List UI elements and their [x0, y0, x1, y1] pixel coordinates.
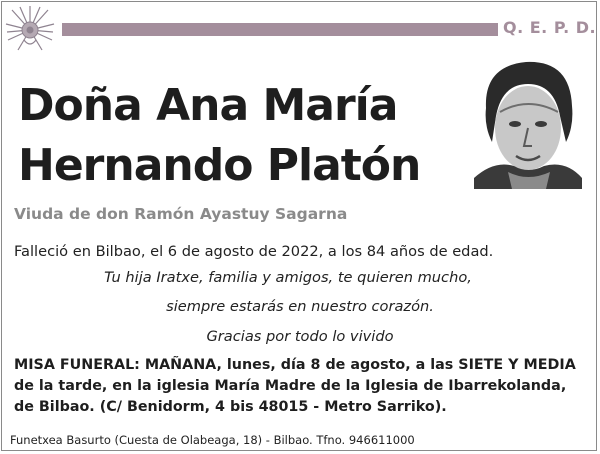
funeral-home-footer: Funetxea Basurto (Cuesta de Olabeaga, 18) - Bilbao. Tfno. 946611000	[10, 433, 415, 447]
name-line-1: Doña Ana María	[18, 80, 398, 131]
header-rule	[62, 23, 498, 36]
portrait-photo	[474, 56, 582, 189]
deceased-name	[18, 76, 458, 196]
dedication-line-1: Tu hija Iratxe, familia y amigos, te quieren mucho,	[104, 269, 472, 286]
thistle-flower-icon	[4, 4, 56, 54]
name-line-2: Hernando Platón	[18, 140, 421, 191]
dedication-line-2: siempre estarás en nuestro corazón.	[166, 298, 434, 315]
qepd-label: Q. E. P. D.	[503, 18, 597, 37]
dedication-line-3: Gracias por todo lo vivido	[206, 328, 394, 345]
widow-of-line: Viuda de don Ramón Ayastuy Sagarna	[14, 205, 348, 223]
funeral-mass-details: MISA FUNERAL: MAÑANA, lunes, día 8 de agosto, a las SIETE Y MEDIA de la tarde, en la iglesia María Madre de la Iglesia de Ibarrekolanda, de Bilbao. (C/ Benidorm, 4 bis 48015 - Metro Sarriko).	[14, 357, 576, 415]
death-notice: Falleció en Bilbao, el 6 de agosto de 2022, a los 84 años de edad.	[14, 243, 494, 260]
